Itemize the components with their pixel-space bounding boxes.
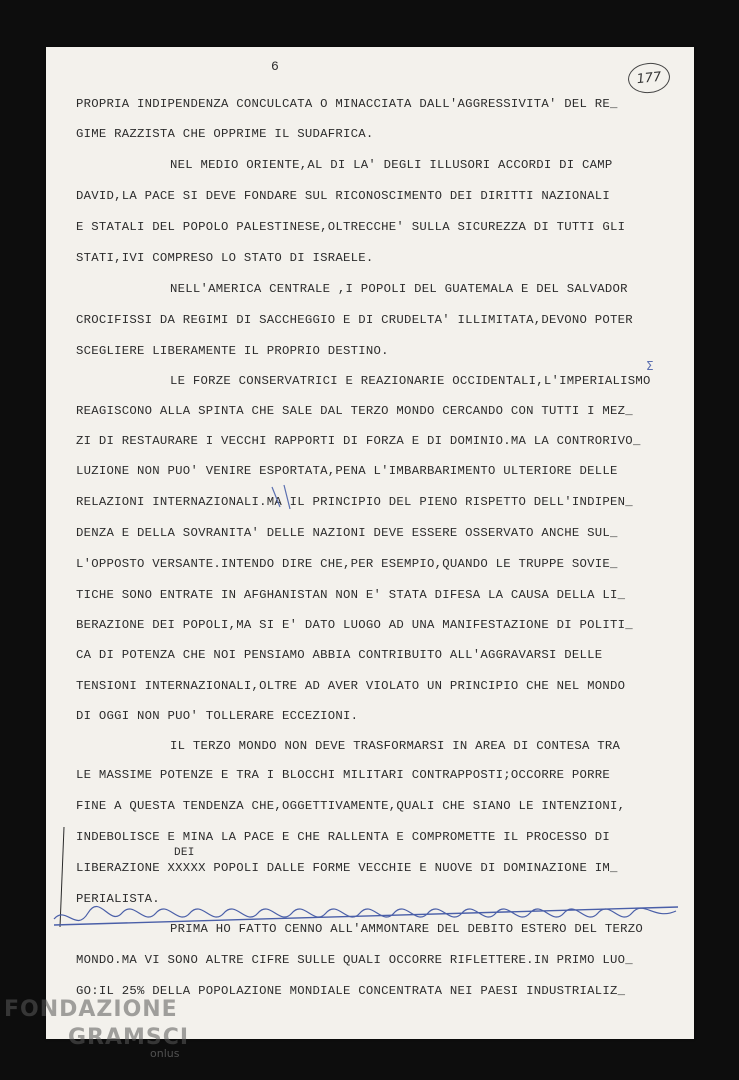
text-line: CROCIFISSI DA REGIMI DI SACCHEGGIO E DI CRUDELTA' ILLIMITATA,DEVONO POTER — [76, 313, 633, 327]
text-line: PROPRIA INDIPENDENZA CONCULCATA O MINACCIATA DALL'AGGRESSIVITA' DEL RE_ — [76, 97, 618, 111]
text-line: NEL MEDIO ORIENTE,AL DI LA' DEGLI ILLUSORI ACCORDI DI CAMP — [170, 158, 613, 172]
text-line: REAGISCONO ALLA SPINTA CHE SALE DAL TERZO MONDO CERCANDO CON TUTTI I MEZ_ — [76, 404, 633, 418]
text-line: CA DI POTENZA CHE NOI PENSIAMO ABBIA CONTRIBUITO ALL'AGGRAVARSI DELLE — [76, 648, 603, 662]
text-line: STATI,IVI COMPRESO LO STATO DI ISRAELE. — [76, 251, 374, 265]
margin-bracket-line — [60, 827, 64, 927]
text-line: INDEBOLISCE E MINA LA PACE E CHE RALLENTA E COMPROMETTE IL PROCESSO DI — [76, 830, 611, 844]
text-line: DENZA E DELLA SOVRANITA' DELLE NAZIONI DEVE ESSERE OSSERVATO ANCHE SUL_ — [76, 526, 618, 540]
watermark-line1: FONDAZIONE — [4, 997, 178, 1022]
interlinear-insert: DEI — [174, 847, 195, 859]
folio-stamp: 177 — [627, 61, 672, 95]
text-line: L'OPPOSTO VERSANTE.INTENDO DIRE CHE,PER ESEMPIO,QUANDO LE TRUPPE SOVIE_ — [76, 557, 618, 571]
text-line: DI OGGI NON PUO' TOLLERARE ECCEZIONI. — [76, 709, 359, 723]
text-line: LE MASSIME POTENZE E TRA I BLOCCHI MILITARI CONTRAPPOSTI;OCCORRE PORRE — [76, 768, 611, 782]
watermark-sub: onlus — [150, 1047, 180, 1060]
text-line: TENSIONI INTERNAZIONALI,OLTRE AD AVER VIOLATO UN PRINCIPIO CHE NEL MONDO — [76, 679, 626, 693]
typewritten-page — [46, 47, 694, 1039]
watermark-line2: GRAMSCI — [68, 1025, 190, 1050]
wavy-underline — [54, 907, 676, 921]
text-line: TICHE SONO ENTRATE IN AFGHANISTAN NON E' STATA DIFESA LA CAUSA DELLA LI_ — [76, 588, 626, 602]
text-line: ZI DI RESTAURARE I VECCHI RAPPORTI DI FORZA E DI DOMINIO.MA LA CONTRORIVO_ — [76, 434, 641, 448]
text-line: BERAZIONE DEI POPOLI,MA SI E' DATO LUOGO AD UNA MANIFESTAZIONE DI POLITI_ — [76, 618, 633, 632]
margin-correction-mark: Σ — [646, 359, 654, 373]
text-line: DAVID,LA PACE SI DEVE FONDARE SUL RICONOSCIMENTO DEI DIRITTI NAZIONALI — [76, 189, 611, 203]
text-line: RELAZIONI INTERNAZIONALI.MA IL PRINCIPIO DEL PIENO RISPETTO DELL'INDIPEN_ — [76, 495, 633, 509]
text-line: E STATALI DEL POPOLO PALESTINESE,OLTRECCHE' SULLA SICUREZZA DI TUTTI GLI — [76, 220, 626, 234]
text-line: IL TERZO MONDO NON DEVE TRASFORMARSI IN AREA DI CONTESA TRA — [170, 739, 621, 753]
text-line: SCEGLIERE LIBERAMENTE IL PROPRIO DESTINO. — [76, 344, 389, 358]
text-line: NELL'AMERICA CENTRALE ,I POPOLI DEL GUATEMALA E DEL SALVADOR — [170, 282, 628, 296]
page-number: 6 — [271, 59, 279, 74]
text-line: GIME RAZZISTA CHE OPPRIME IL SUDAFRICA. — [76, 127, 374, 141]
text-line: GO:IL 25% DELLA POPOLAZIONE MONDIALE CONCENTRATA NEI PAESI INDUSTRIALIZ_ — [76, 984, 626, 998]
text-line: LE FORZE CONSERVATRICI E REAZIONARIE OCCIDENTALI,L'IMPERIALISMO — [170, 374, 651, 388]
text-line: LIBERAZIONE XXXXX POPOLI DALLE FORME VECCHIE E NUOVE DI DOMINAZIONE IM_ — [76, 861, 618, 875]
text-line: FINE A QUESTA TENDENZA CHE,OGGETTIVAMENTE,QUALI CHE SIANO LE INTENZIONI, — [76, 799, 626, 813]
text-line: PRIMA HO FATTO CENNO ALL'AMMONTARE DEL DEBITO ESTERO DEL TERZO — [170, 922, 644, 936]
watermark-logo — [4, 997, 190, 1060]
text-line: LUZIONE NON PUO' VENIRE ESPORTATA,PENA L'IMBARBARIMENTO ULTERIORE DELLE — [76, 464, 618, 478]
text-line: MONDO.MA VI SONO ALTRE CIFRE SULLE QUALI OCCORRE RIFLETTERE.IN PRIMO LUO_ — [76, 953, 633, 967]
text-line: PERIALISTA. — [76, 892, 160, 906]
